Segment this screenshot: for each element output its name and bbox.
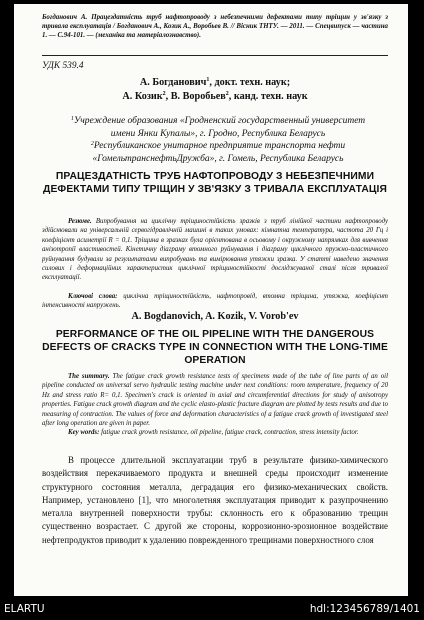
summary-label: The summary.: [68, 373, 110, 380]
title-en: PERFORMANCE OF THE OIL PIPELINE WITH THE DANGEROUS DEFECTS OF CRACKS TYPE IN CONNECTION WITH THE LONG-TIME OPERATION: [42, 329, 388, 366]
header-citation: Богданович А. Працездатність труб нафтопроводу з небезпечними дефектами типу тріщин у зв'язку з тривала експлуатація / Богданович А., Козик А., Воробьев В. // Вісник ТНТУ. — 2011. — Спецвипуск — частина 1. — С.94-101. — (механіка та матеріалознавство).: [42, 14, 388, 39]
affiliation-text: Учреждение образования «Гродненский государственный университет имени Янки Купалы», г. Гродно, Республика Беларусь: [73, 116, 366, 139]
keywords-label: Ключові слова:: [68, 293, 118, 300]
summary-en: [42, 372, 388, 428]
keywords-text: циклічна тріщиностійкість, нафтопровід, втомна тріщина, утяжка, коефіцієнт інтенсивності напружень.: [42, 293, 388, 310]
keywords-ua: [42, 292, 388, 311]
authors-ru-line1: [42, 76, 388, 90]
handle-id: hdl:123456789/1401: [309, 603, 420, 615]
author-name: А. Богданович: [139, 77, 207, 88]
author-sup: 2: [162, 91, 166, 97]
author-name: А. Козик: [122, 91, 163, 102]
udk-code: УДК 539.4: [42, 61, 84, 71]
keywords-en: [42, 428, 388, 437]
author-sup: 2: [225, 91, 229, 97]
affiliation-sup: 1: [70, 116, 74, 122]
author-name: , В. Воробьев: [165, 91, 226, 102]
authors-ru-line2: [42, 90, 388, 104]
body-paragraph: В процессе длительной эксплуатации труб в результате физико-химического воздействия перекачиваемого продукта и внешней среды происходит изменение структурного состояния металла, деградация его физико-механических свойств. Например, установлено [1], что многолетняя эксплуатация приводит к разупрочнению металла внутренней поверхности трубы: склонность его к образованию трещин существенно возрастает. С другой же стороны, коррозионно-эрозионное воздействие нефтепродуктов приводит к удалению поврежденного трещинами поверхностного слоя: [42, 455, 388, 545]
header-rule: [42, 55, 388, 56]
affiliation-sup: 2: [90, 141, 94, 147]
keywords-label: Key words:: [68, 429, 100, 436]
viewer-footer: [0, 598, 424, 620]
abstract-ua: [42, 217, 388, 283]
abstract-label: Резюме.: [68, 218, 92, 225]
affiliation-2: [58, 140, 378, 165]
keywords-text: fatigue crack growth resistance, oil pipeline, fatigue crack, contraction, stress intensity factor.: [99, 429, 359, 436]
summary-text: The fatigue crack growth resistance tests of specimens made of the tube of line parts of an oil pipeline conducted on universal servo hydraulic testing machine under next conditions: room temperature, frequency of 20 Hz and stress ratio R= 0,1. Specimen's crack is oriented in axial and circumferential directions for study of anisotropy properties. Fatigue crack growth diagram and the cyclic elasto-plastic fracture diagram are plotted by tests results and due to measuring of contraction. The values of force and deformation characteristics of a fatigue crack growth of investigated steel after long operation are given in paper.: [42, 373, 388, 428]
affiliations: [58, 115, 378, 165]
repository-name: ELARTU: [4, 603, 45, 615]
abstract-text: Випробування на циклічну тріщиностійкість зразків з труб лінійної частини нафтопроводу здійснювали на універсальній сервогідравлічній машині в таких умовах: кімнатна температура, частота 20 Гц і коефіцієнт асиметрії R = 0,1. Тріщина в зразках була орієнтована в осьовому і окружному напрямках для вивчення анізотропії властивостей. Кінетичну діаграму втомного руйнування і діаграму циклічного пружно-пластичного руйнування будували за результатами випробувань та вимірювання утяжки зразка. У статті наведено значення силових і деформаційних характеристик циклічної тріщиностійкості досліджуваної сталі після тривалої експлуатації.: [42, 218, 388, 282]
author-sup: 1: [206, 77, 210, 83]
author-degree: , канд. техн. наук: [228, 91, 308, 102]
title-ua: ПРАЦЕЗДАТНІСТЬ ТРУБ НАФТОПРОВОДУ З НЕБЕЗПЕЧНИМИ ДЕФЕКТАМИ ТИПУ ТРІЩИН У ЗВ'ЯЗКУ З ТРИВАЛА ЕКСПЛУАТАЦІЯ: [43, 171, 387, 195]
affiliation-1: [58, 115, 378, 140]
authors-en: A. Bogdanovich, A. Kozik, V. Vorob'ev: [131, 311, 299, 322]
affiliation-text: Республиканское унитарное предприятие транспорта нефти «ГомельтранснефтьДружба», г. Гомель, Республика Беларусь: [92, 141, 346, 164]
author-degree: , докт. техн. наук;: [209, 77, 291, 88]
document-page: [14, 4, 408, 596]
